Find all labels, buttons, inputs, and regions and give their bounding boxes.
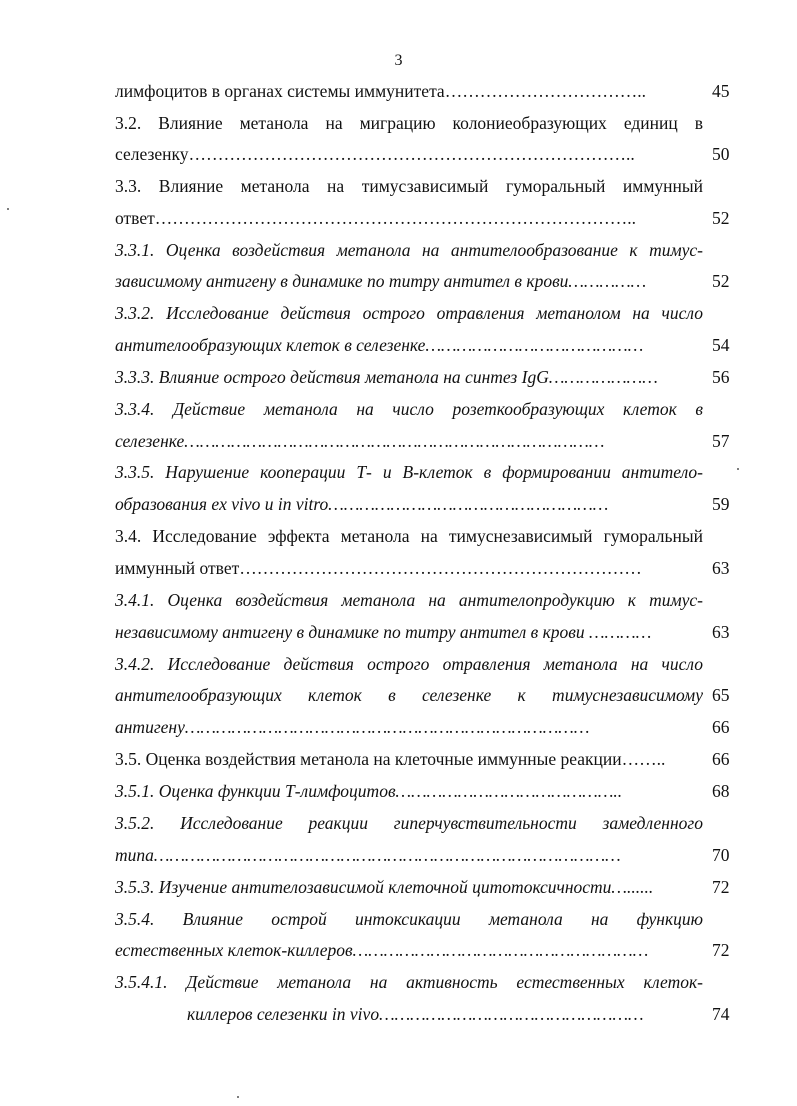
toc-line: 3.5.4. Влияние острой интоксикации метанола на функцию (115, 909, 703, 929)
toc-line: образования ex vivo и in vitro……………………………………………… (115, 494, 609, 514)
toc-line: антигену…………………………………………………………………… (115, 717, 590, 737)
toc-line: 3.3.3. Влияние острого действия метанола на синтез IgG………………… (115, 367, 658, 387)
toc-line: антителообразующих клеток в селезенке…………………………………… (115, 335, 644, 355)
toc-page-number: 57 (712, 431, 730, 451)
toc-line: 3.3. Влияние метанола на тимусзависимый гуморальный иммунный (115, 176, 703, 196)
toc-line: 3.3.5. Нарушение кооперации Т- и В-клеток в формировании антитело- (115, 462, 703, 482)
toc-line: лимфоцитов в органах системы иммунитета…………………………….. (115, 81, 646, 101)
toc-page-number: 45 (712, 81, 730, 101)
toc-line: 3.4.2. Исследование действия острого отравления метанола на число (115, 654, 703, 674)
toc-line: типа……………………………………………………………………………… (115, 845, 621, 865)
toc-page-number: 72 (712, 877, 730, 897)
toc-line: 3.4.1. Оценка воздействия метанола на антителопродукцию к тимус- (115, 590, 703, 610)
toc-page-number: 66 (712, 749, 730, 769)
toc-line: 3.2. Влияние метанола на миграцию колониеобразующих единиц в (115, 113, 703, 133)
toc-page-number: 72 (712, 940, 730, 960)
toc-line: 3.3.2. Исследование действия острого отравления метанолом на число (115, 303, 703, 323)
toc-page-number: 63 (712, 622, 730, 642)
toc-page-number: 65 (712, 685, 730, 705)
toc-line: естественных клеток-киллеров………………………………………………… (115, 940, 649, 960)
scan-speck (7, 208, 9, 210)
toc-page-number: 50 (712, 144, 730, 164)
toc-line: антителообразующих клеток в селезенке к тимуснезависимому (115, 685, 703, 705)
toc-page-number: 68 (712, 781, 730, 801)
toc-page-number: 63 (712, 558, 730, 578)
toc-page-number: 52 (712, 208, 730, 228)
toc-line: иммунный ответ…………………………………………………………… (115, 558, 642, 578)
toc-line: независимому антигену в динамике по титру антител в крови ………… (115, 622, 652, 642)
page-number: 3 (394, 52, 403, 69)
toc-page-number: 59 (712, 494, 730, 514)
scan-speck (237, 1096, 239, 1098)
toc-page-number: 70 (712, 845, 730, 865)
toc-page-number: 54 (712, 335, 730, 355)
toc-page-number: 56 (712, 367, 730, 387)
toc-line: 3.5.3. Изучение антителозависимой клеточной цитотоксичности…...... (115, 877, 654, 897)
toc-line: киллеров селезенки in vivo…………………………………………… (187, 1004, 644, 1024)
toc-line: зависимому антигену в динамике по титру антител в крови…………… (115, 271, 647, 291)
toc-page-number: 66 (712, 717, 730, 737)
toc-line: 3.5.4.1. Действие метанола на активность естественных клеток- (115, 972, 703, 992)
toc-line: 3.5. Оценка воздействия метанола на клеточные иммунные реакции…….. (115, 749, 666, 769)
toc-line: 3.5.2. Исследование реакции гиперчувствительности замедленного (115, 813, 703, 833)
toc-line: 3.4. Исследование эффекта метанола на тимуснезависимый гуморальный (115, 526, 703, 546)
toc-line: селезенке……………………………………………………………………… (115, 431, 605, 451)
toc-page-number: 74 (712, 1004, 730, 1024)
toc-line: селезенку………………………………………………………………….. (115, 144, 635, 164)
toc-line: 3.3.1. Оценка воздействия метанола на антителообразование к тимус- (115, 240, 703, 260)
toc-line: 3.3.4. Действие метанола на число розеткообразующих клеток в (115, 399, 703, 419)
scan-speck (737, 468, 739, 470)
toc-page-number: 52 (712, 271, 730, 291)
toc-line: 3.5.1. Оценка функции Т-лимфоцитов…………………………………….. (115, 781, 623, 801)
toc-line: ответ……………………………………………………………………….. (115, 208, 636, 228)
